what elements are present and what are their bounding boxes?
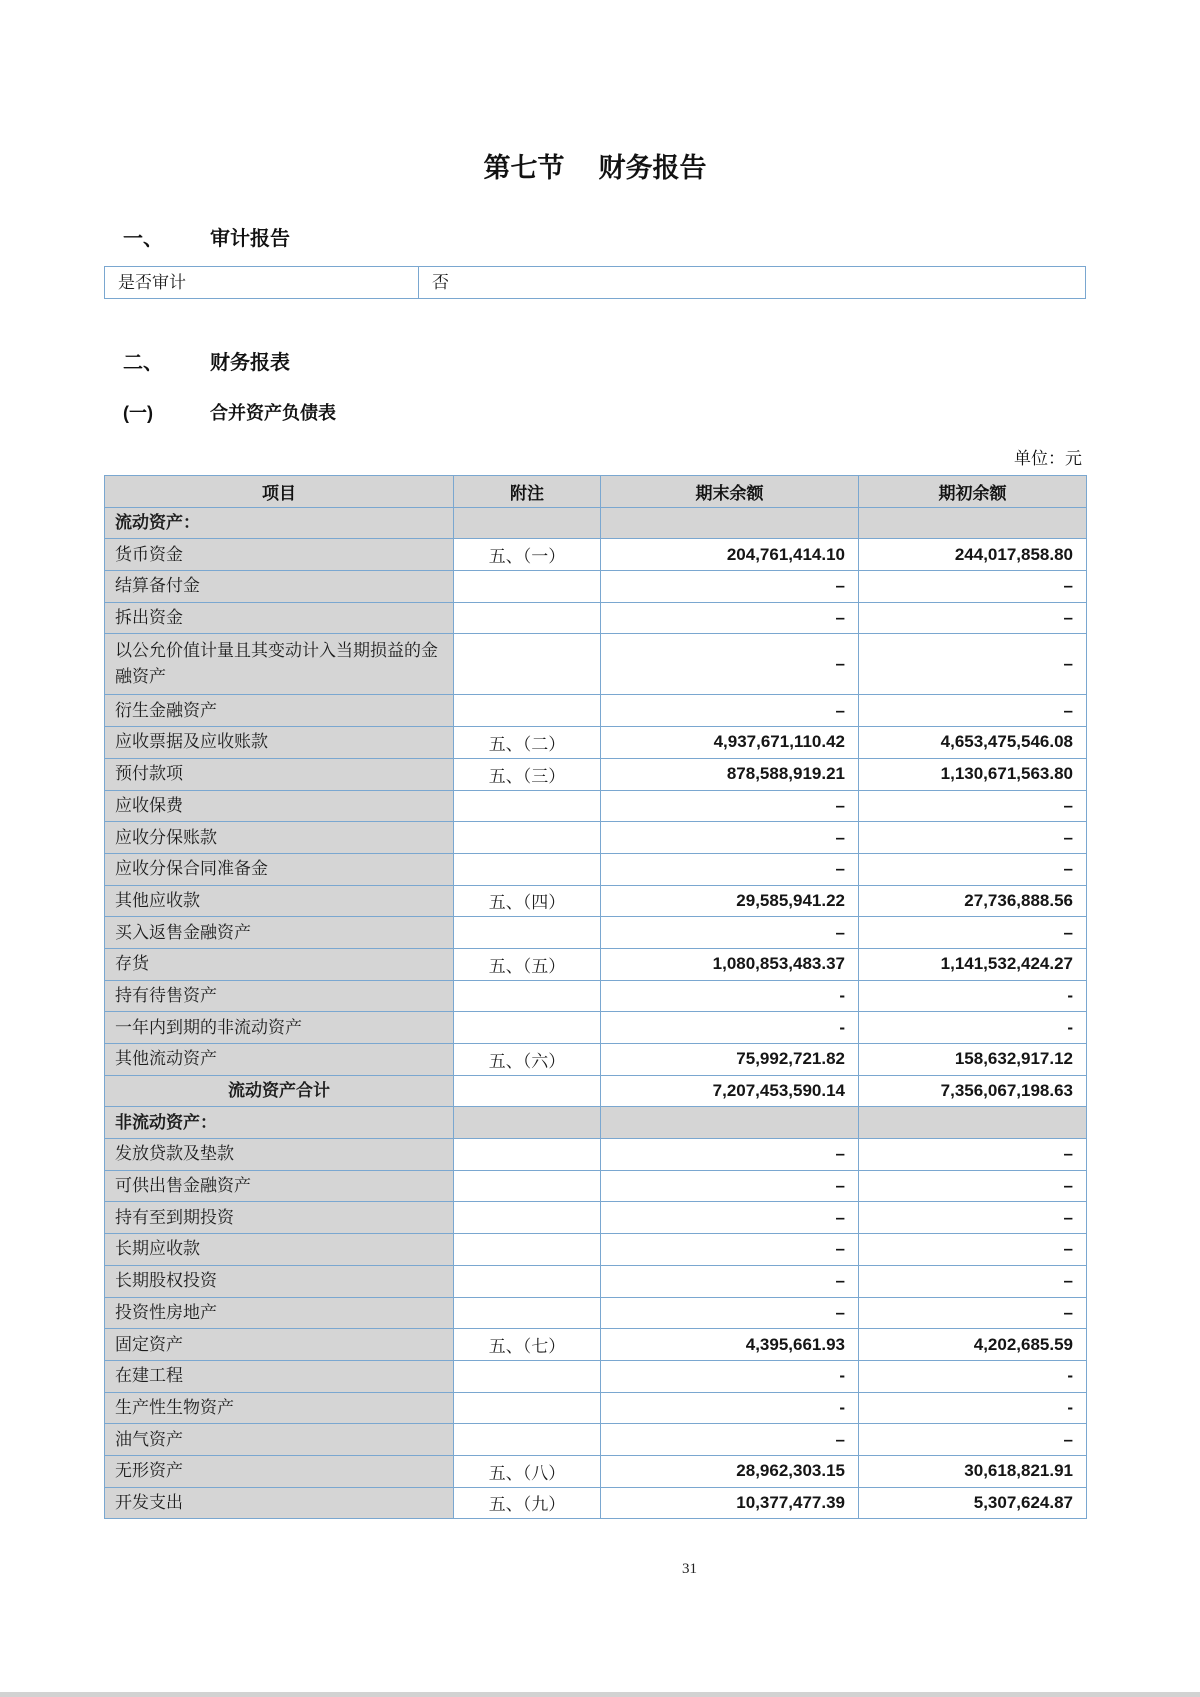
- table-row: [105, 790, 1087, 822]
- beginning-balance-cell: –: [859, 917, 1087, 949]
- unit-label: 单位：元: [1014, 449, 1082, 468]
- section-title-statements: 财务报表: [210, 352, 290, 374]
- ending-balance-cell: –: [601, 1202, 859, 1234]
- note-cell: [454, 1139, 601, 1171]
- table-row: [105, 1392, 1087, 1424]
- ending-balance-cell: [601, 1107, 859, 1139]
- ending-balance-cell: -: [601, 1012, 859, 1044]
- note-cell: 五、（三）: [454, 758, 601, 790]
- beginning-balance-cell: -: [859, 1012, 1087, 1044]
- note-cell: [454, 695, 601, 727]
- note-cell: [454, 980, 601, 1012]
- note-cell: [454, 634, 601, 695]
- ending-balance-cell: –: [601, 1424, 859, 1456]
- note-cell: 五、（八）: [454, 1455, 601, 1487]
- ending-balance-cell: -: [601, 1360, 859, 1392]
- beginning-balance-cell: 7,356,067,198.63: [859, 1075, 1087, 1107]
- item-cell: 开发支出: [105, 1487, 454, 1519]
- note-cell: [454, 1107, 601, 1139]
- table-row: [105, 1360, 1087, 1392]
- note-cell: 五、（五）: [454, 948, 601, 980]
- item-cell: 生产性生物资产: [105, 1392, 454, 1424]
- beginning-balance-cell: [859, 507, 1087, 539]
- table-row: [105, 695, 1087, 727]
- table-row: [105, 1044, 1087, 1076]
- table-row: [105, 853, 1087, 885]
- ending-balance-cell: –: [601, 602, 859, 634]
- ending-balance-cell: -: [601, 1392, 859, 1424]
- beginning-balance-cell: -: [859, 1360, 1087, 1392]
- beginning-balance-cell: –: [859, 1234, 1087, 1266]
- item-cell: 发放贷款及垫款: [105, 1139, 454, 1171]
- beginning-balance-cell: [859, 1107, 1087, 1139]
- table-row: [105, 602, 1087, 634]
- note-cell: [454, 822, 601, 854]
- beginning-balance-cell: –: [859, 853, 1087, 885]
- beginning-balance-cell: –: [859, 1139, 1087, 1171]
- note-cell: [454, 1424, 601, 1456]
- item-cell: 流动资产合计: [105, 1075, 454, 1107]
- table-row: [105, 1329, 1087, 1361]
- item-cell: 结算备付金: [105, 571, 454, 603]
- item-cell: 固定资产: [105, 1329, 454, 1361]
- note-cell: 五、（六）: [454, 1044, 601, 1076]
- item-cell: 持有至到期投资: [105, 1202, 454, 1234]
- table-row: [105, 507, 1087, 539]
- note-cell: [454, 1265, 601, 1297]
- item-cell: 应收分保合同准备金: [105, 853, 454, 885]
- item-cell: 长期应收款: [105, 1234, 454, 1266]
- table-row: [105, 1487, 1087, 1519]
- ending-balance-cell: –: [601, 853, 859, 885]
- ending-balance-cell: –: [601, 1265, 859, 1297]
- item-cell: 存货: [105, 948, 454, 980]
- ending-balance-cell: –: [601, 571, 859, 603]
- audit-question-cell: 是否审计: [105, 267, 419, 298]
- item-cell: 无形资产: [105, 1455, 454, 1487]
- item-cell: 买入返售金融资产: [105, 917, 454, 949]
- header-beginning-balance: 期初余额: [859, 476, 1087, 508]
- ending-balance-cell: 1,080,853,483.37: [601, 948, 859, 980]
- section-number-statements: 二、: [123, 352, 163, 374]
- ending-balance-cell: –: [601, 822, 859, 854]
- ending-balance-cell: –: [601, 634, 859, 695]
- note-cell: [454, 1170, 601, 1202]
- table-row: [105, 1297, 1087, 1329]
- ending-balance-cell: 10,377,477.39: [601, 1487, 859, 1519]
- table-row: [105, 634, 1087, 695]
- document-title-section-number: 第七节: [483, 153, 565, 183]
- beginning-balance-cell: -: [859, 1392, 1087, 1424]
- table-row: [105, 1234, 1087, 1266]
- table-row: [105, 1139, 1087, 1171]
- beginning-balance-cell: –: [859, 695, 1087, 727]
- beginning-balance-cell: –: [859, 1265, 1087, 1297]
- beginning-balance-cell: 30,618,821.91: [859, 1455, 1087, 1487]
- table-row: [105, 948, 1087, 980]
- beginning-balance-cell: –: [859, 822, 1087, 854]
- item-cell: 在建工程: [105, 1360, 454, 1392]
- ending-balance-cell: -: [601, 980, 859, 1012]
- section-title-audit: 审计报告: [210, 228, 290, 250]
- section-heading-statements: [123, 346, 290, 375]
- table-row: [105, 1012, 1087, 1044]
- item-cell: 其他应收款: [105, 885, 454, 917]
- item-cell: 衍生金融资产: [105, 695, 454, 727]
- item-cell: 流动资产：: [105, 507, 454, 539]
- subsection-title-balance-sheet: 合并资产负债表: [210, 403, 336, 423]
- note-cell: [454, 1297, 601, 1329]
- ending-balance-cell: –: [601, 695, 859, 727]
- page-bottom-edge: [0, 1692, 1200, 1697]
- note-cell: 五、（二）: [454, 727, 601, 759]
- ending-balance-cell: –: [601, 1234, 859, 1266]
- ending-balance-cell: 75,992,721.82: [601, 1044, 859, 1076]
- page-content: [104, 0, 1086, 1697]
- subsection-number-balance-sheet: (一): [123, 403, 153, 423]
- note-cell: [454, 853, 601, 885]
- beginning-balance-cell: –: [859, 602, 1087, 634]
- beginning-balance-cell: -: [859, 980, 1087, 1012]
- note-cell: 五、（九）: [454, 1487, 601, 1519]
- item-cell: 持有待售资产: [105, 980, 454, 1012]
- beginning-balance-cell: 27,736,888.56: [859, 885, 1087, 917]
- note-cell: [454, 1075, 601, 1107]
- beginning-balance-cell: 5,307,624.87: [859, 1487, 1087, 1519]
- header-ending-balance: 期末余额: [601, 476, 859, 508]
- beginning-balance-cell: –: [859, 1424, 1087, 1456]
- table-row: [105, 571, 1087, 603]
- item-cell: 长期股权投资: [105, 1265, 454, 1297]
- item-cell: 应收票据及应收账款: [105, 727, 454, 759]
- beginning-balance-cell: –: [859, 790, 1087, 822]
- ending-balance-cell: 29,585,941.22: [601, 885, 859, 917]
- ending-balance-cell: –: [601, 790, 859, 822]
- note-cell: [454, 571, 601, 603]
- section-heading-audit: [123, 222, 290, 251]
- table-row: [105, 539, 1087, 571]
- note-cell: [454, 1012, 601, 1044]
- item-cell: 预付款项: [105, 758, 454, 790]
- beginning-balance-cell: 244,017,858.80: [859, 539, 1087, 571]
- item-cell: 应收分保账款: [105, 822, 454, 854]
- balance-sheet-table: [104, 475, 1087, 1519]
- beginning-balance-cell: –: [859, 571, 1087, 603]
- beginning-balance-cell: 1,141,532,424.27: [859, 948, 1087, 980]
- beginning-balance-cell: –: [859, 634, 1087, 695]
- note-cell: 五、（七）: [454, 1329, 601, 1361]
- beginning-balance-cell: –: [859, 1170, 1087, 1202]
- note-cell: [454, 507, 601, 539]
- table-row: [105, 885, 1087, 917]
- item-cell: 以公允价值计量且其变动计入当期损益的金融资产: [105, 634, 454, 695]
- item-cell: 货币资金: [105, 539, 454, 571]
- note-cell: [454, 602, 601, 634]
- header-item: 项目: [105, 476, 454, 508]
- ending-balance-cell: –: [601, 1139, 859, 1171]
- note-cell: [454, 917, 601, 949]
- table-row: [105, 917, 1087, 949]
- beginning-balance-cell: 4,653,475,546.08: [859, 727, 1087, 759]
- subsection-heading-balance-sheet: [123, 399, 336, 425]
- item-cell: 拆出资金: [105, 602, 454, 634]
- table-row: [105, 1075, 1087, 1107]
- table-row: [105, 1170, 1087, 1202]
- note-cell: [454, 1202, 601, 1234]
- beginning-balance-cell: –: [859, 1202, 1087, 1234]
- ending-balance-cell: 4,395,661.93: [601, 1329, 859, 1361]
- item-cell: 其他流动资产: [105, 1044, 454, 1076]
- balance-table-body: [105, 507, 1087, 1519]
- beginning-balance-cell: 4,202,685.59: [859, 1329, 1087, 1361]
- note-cell: 五、（一）: [454, 539, 601, 571]
- item-cell: 应收保费: [105, 790, 454, 822]
- document-title: [104, 146, 1086, 185]
- table-row: [105, 822, 1087, 854]
- ending-balance-cell: 28,962,303.15: [601, 1455, 859, 1487]
- note-cell: [454, 1392, 601, 1424]
- note-cell: [454, 790, 601, 822]
- ending-balance-cell: 204,761,414.10: [601, 539, 859, 571]
- item-cell: 投资性房地产: [105, 1297, 454, 1329]
- ending-balance-cell: [601, 507, 859, 539]
- table-row: [105, 1202, 1087, 1234]
- table-row: [105, 1455, 1087, 1487]
- page-number: 31: [682, 1561, 697, 1577]
- table-row: [105, 1265, 1087, 1297]
- item-cell: 一年内到期的非流动资产: [105, 1012, 454, 1044]
- ending-balance-cell: –: [601, 1170, 859, 1202]
- table-row: [105, 1107, 1087, 1139]
- ending-balance-cell: 4,937,671,110.42: [601, 727, 859, 759]
- header-note: 附注: [454, 476, 601, 508]
- note-cell: 五、（四）: [454, 885, 601, 917]
- table-row: [105, 1424, 1087, 1456]
- note-cell: [454, 1360, 601, 1392]
- ending-balance-cell: –: [601, 917, 859, 949]
- audit-table: [104, 266, 1086, 299]
- audit-answer-cell: 否: [432, 273, 449, 292]
- note-cell: [454, 1234, 601, 1266]
- table-row: [105, 727, 1087, 759]
- ending-balance-cell: 7,207,453,590.14: [601, 1075, 859, 1107]
- section-number-audit: 一、: [123, 228, 163, 250]
- ending-balance-cell: –: [601, 1297, 859, 1329]
- beginning-balance-cell: 158,632,917.12: [859, 1044, 1087, 1076]
- table-row: [105, 980, 1087, 1012]
- item-cell: 可供出售金融资产: [105, 1170, 454, 1202]
- table-row: [105, 758, 1087, 790]
- item-cell: 非流动资产：: [105, 1107, 454, 1139]
- beginning-balance-cell: 1,130,671,563.80: [859, 758, 1087, 790]
- beginning-balance-cell: –: [859, 1297, 1087, 1329]
- ending-balance-cell: 878,588,919.21: [601, 758, 859, 790]
- document-title-text: 财务报告: [598, 153, 707, 183]
- item-cell: 油气资产: [105, 1424, 454, 1456]
- table-header-row: [105, 476, 1087, 508]
